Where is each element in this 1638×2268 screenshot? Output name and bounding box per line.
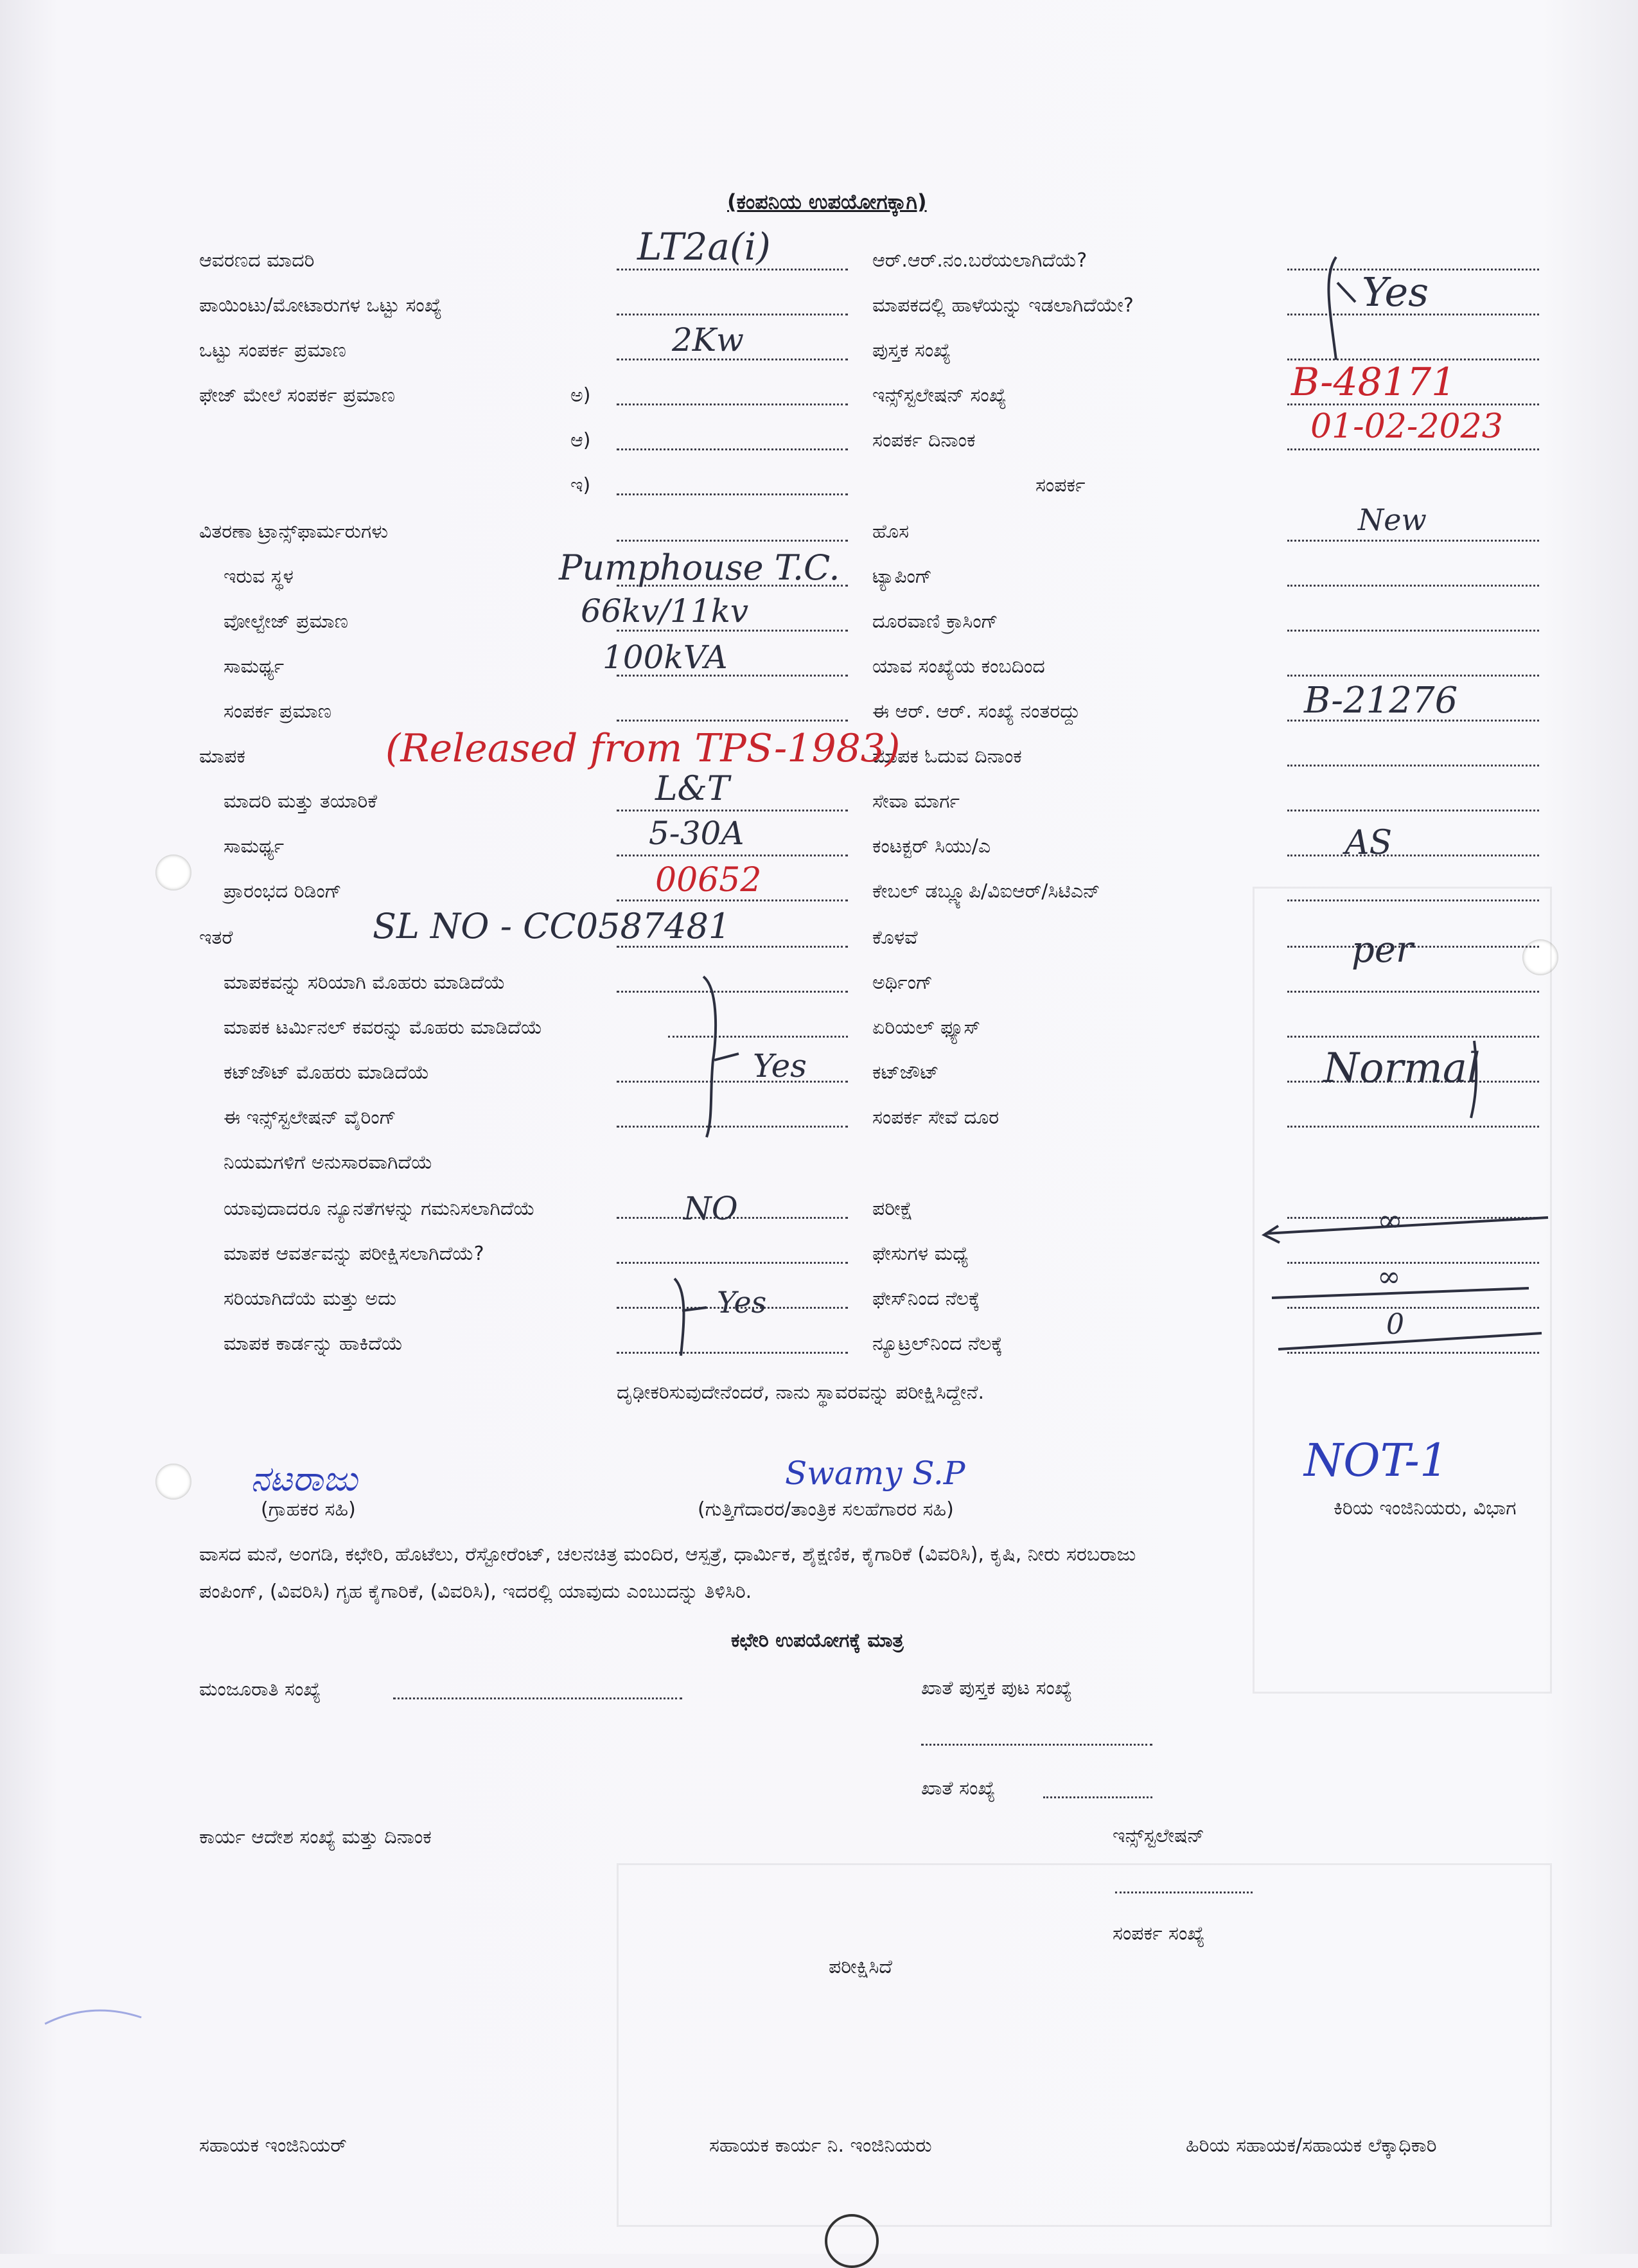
- label-premises-type: ಆವರಣದ ಮಾದರಿ: [199, 249, 315, 272]
- label-correct: ಸರಿಯಾಗಿದೆಯೆ ಮತ್ತು ಅದು: [224, 1288, 397, 1310]
- hw-others: SL NO - CC0587481: [373, 906, 731, 946]
- label-meter-rotation: ಮಾಪಕ ಆವರ್ತವನ್ನು ಪರೀಕ್ಷಿಸಲಾಗಿದೆಯೆ?: [224, 1243, 484, 1265]
- hw-card-yes: Yes: [717, 1285, 767, 1320]
- label-ledger-page: ಖಾತೆ ಪುಸ್ತಕ ಪುಟ ಸಂಖ್ಯೆ: [921, 1677, 1072, 1699]
- label-cable: ಕೇಬಲ್ ಡಬ್ಲ್ಯೂಪಿ/ವಿಐಆರ್/ಸಿಟಿಎನ್: [872, 880, 1100, 903]
- hw-defects-no: NO: [683, 1190, 738, 1227]
- fill-line: [393, 1697, 682, 1699]
- hw-released-note: (Released from TPS-1983): [385, 726, 901, 771]
- certification-text: ದೃಢೀಕರಿಸುವುದೇನೆಂದರೆ, ನಾನು ಸ್ಥಾವರವನ್ನು ಪರೀಕ್ಷಿಸಿದ್ದೇನೆ.: [617, 1381, 984, 1404]
- hw-reading-phases: ∞: [1377, 1203, 1403, 1239]
- label-assistant-exec-engineer: ಸಹಾಯಕ ಕಾರ್ಯ ನಿ. ಇಂಜಿನಿಯರು: [709, 2134, 932, 2157]
- label-transformers: ವಿತರಣಾ ಟ್ರಾನ್ಸ್‌ಫಾರ್ಮರುಗಳು: [199, 520, 389, 543]
- usage-text-line-2: ಪಂಪಿಂಗ್, (ವಿವರಿಸಿ) ಗೃಹ ಕೈಗಾರಿಕೆ, (ವಿವರಿಸಿ), ಇದರಲ್ಲಿ ಯಾವುದು ಎಂಬುದನ್ನು ತಿಳಿಸಿರಿ.: [199, 1581, 752, 1603]
- label-connection-date: ಸಂಪರ್ಕ ದಿನಾಂಕ: [872, 429, 976, 452]
- engineer-signature-caption: ಕಿರಿಯ ಇಂಜಿನಿಯರು, ವಿಭಾಗ: [1334, 1497, 1517, 1519]
- label-connection: ಸಂಪರ್ಕ: [1035, 474, 1086, 497]
- label-assistant-engineer: ಸಹಾಯಕ ಇಂಜಿನಿಯರ್: [199, 2134, 347, 2157]
- label-total-load: ಒಟ್ಟು ಸಂಪರ್ಕ ಪ್ರಮಾಣ: [199, 339, 346, 362]
- label-model-make: ಮಾದರಿ ಮತ್ತು ತಯಾರಿಕೆ: [224, 790, 378, 813]
- hw-rr-after: B-21276: [1304, 680, 1458, 722]
- label-between-phases: ಫೇಸುಗಳ ಮಧ್ಯೆ: [872, 1243, 969, 1265]
- label-defects: ಯಾವುದಾದರೂ ನ್ಯೂನತೆಗಳನ್ನು ಗಮನಿಸಲಾಗಿದೆಯೆ: [224, 1198, 535, 1220]
- label-conductor: ಕಂಟಕ್ಟರ್ ಸಿಯು/ಎ: [872, 835, 991, 858]
- hw-initial-reading: 00652: [655, 861, 762, 899]
- hw-reading-neutral-earth: 0: [1386, 1308, 1404, 1341]
- label-aerial-fuse: ಏರಿಯಲ್ ಫ್ಯೂಸ್: [872, 1016, 981, 1039]
- label-reading-date: ಮಾಪಕ ಓದುವ ದಿನಾಂಕ: [872, 745, 1022, 768]
- label-meter-sealed: ಮಾಪಕವನ್ನು ಸರಿಯಾಗಿ ಮೊಹರು ಮಾಡಿದೆಯೆ: [224, 971, 506, 994]
- hw-connection-date: 01-02-2023: [1310, 407, 1503, 446]
- fill-line: [1115, 1891, 1253, 1893]
- label-service-line: ಸೇವಾ ಮಾರ್ಗ: [872, 790, 960, 813]
- page-title: (ಕಂಪನಿಯ ಉಪಯೋಗಕ್ಕಾಗಿ): [727, 190, 927, 214]
- hw-per: per: [1352, 929, 1413, 971]
- label-meter-capacity: ಸಾಮರ್ಥ್ಯ: [224, 835, 285, 858]
- label-phase-c: ಇ): [570, 474, 591, 497]
- label-load-per-phase: ಫೇಜ್ ಮೇಲೆ ಸಂಪರ್ಕ ಪ್ರಮಾಣ: [199, 384, 395, 407]
- label-wiring: ಈ ಇನ್ಸ್‌ಸ್ಟಲೇಷನ್ ವೈರಿಂಗ್: [224, 1106, 396, 1129]
- label-service-distance: ಸಂಪರ್ಕ ಸೇವೆ ದೂರ: [872, 1106, 1000, 1129]
- label-earthing: ಅರ್ಥಿಂಗ್: [872, 971, 933, 994]
- hw-reading-phase-earth: ∞: [1377, 1261, 1401, 1293]
- label-others: ಇತರೆ: [199, 926, 233, 949]
- label-cutout: ಕಟ್‌ಜೌಟ್: [872, 1061, 939, 1084]
- label-neutral-earth: ನ್ಯೂಟ್ರಲ್‌ನಿಂದ ನೆಲಕ್ಕೆ: [872, 1333, 1003, 1355]
- label-accounts-officer: ಹಿರಿಯ ಸಹಾಯಕ/ಸಹಾಯಕ ಲೆಕ್ಕಾಧಿಕಾರಿ: [1186, 2134, 1437, 2157]
- label-tapping: ಟ್ಯಾಪಿಂಗ್: [872, 565, 932, 588]
- label-installation-no: ಇನ್ಸ್‌ಸ್ಟಲೇಷನ್ ಸಂಖ್ಯೆ: [872, 384, 1007, 407]
- label-sanction-no: ಮಂಜೂರಾತಿ ಸಂಖ್ಯೆ: [199, 1678, 321, 1701]
- label-installation: ಇನ್ಸ್‌ಸ್ಟಲೇಷನ್: [1113, 1825, 1204, 1847]
- label-work-order: ಕಾರ್ಯ ಆದೇಶ ಸಂಖ್ಯೆ ಮತ್ತು ದಿನಾಂಕ: [199, 1826, 432, 1848]
- label-cutout-sealed: ಕಟ್‌ಜೌಟ್ ಮೊಹರು ಮಾಡಿದೆಯೆ: [224, 1061, 430, 1084]
- label-conduit: ಕೊಳವೆ: [872, 926, 918, 949]
- hw-rr-written: Yes: [1362, 269, 1429, 315]
- label-total-points: ಪಾಯಿಂಟು/ಮೋಟಾರುಗಳ ಒಟ್ಟು ಸಂಖ್ಯೆ: [199, 294, 442, 317]
- hw-capacity: 100kVA: [603, 639, 728, 676]
- label-checked: ಪರೀಕ್ಷಿಸಿದೆ: [829, 1956, 892, 1978]
- label-pole-no: ಯಾವ ಸಂಖ್ಯೆಯ ಕಂಬದಿಂದ: [872, 655, 1045, 678]
- hw-seals-yes: Yes: [753, 1047, 807, 1085]
- hw-voltage: 66kv/11kv: [581, 592, 749, 630]
- label-rr-after: ಈ ಆರ್. ಆರ್. ಸಂಖ್ಯೆ ನಂತರದ್ದು: [872, 700, 1080, 723]
- hw-as: AS: [1345, 824, 1393, 862]
- office-use-heading: ಕಛೇರಿ ಉಪಯೋಗಕ್ಕೆ ಮಾತ್ರ: [731, 1629, 904, 1652]
- hw-installation-no: B-48171: [1291, 360, 1456, 405]
- consumer-signature: ನಟರಾಜು: [251, 1458, 358, 1499]
- engineer-signature-note: NOT-1: [1304, 1434, 1449, 1487]
- label-voltage: ವೋಲ್ಟೇಜ್ ಪ್ರಮಾಣ: [224, 610, 348, 633]
- contractor-signature-caption: (ಗುತ್ತಿಗೆದಾರರ/ತಾಂತ್ರಿಕ ಸಲಹೆಗಾರರ ಸಹಿ): [698, 1498, 954, 1521]
- label-meter-card: ಮಾಪಕ ಕಾರ್ಡನ್ನು ಹಾಕಿದೆಯೆ: [224, 1333, 403, 1355]
- label-terminal-sealed: ಮಾಪಕ ಟರ್ಮಿನಲ್ ಕವರನ್ನು ಮೊಹರು ಮಾಡಿದೆಯೆ: [224, 1016, 543, 1039]
- usage-text-line-1: ವಾಸದ ಮನೆ, ಅಂಗಡಿ, ಕಛೇರಿ, ಹೊಟೆಲು, ರೆಸ್ಟೋರೆಂಟ್, ಚಲನಚಿತ್ರ ಮಂದಿರ, ಆಸ್ಪತ್ರೆ, ಧಾರ್ಮಿಕ, ಶೈಕ್ಷಣಿಕ, ಕೈಗಾರಿಕೆ (ವಿವರಿಸಿ), ಕೃಷಿ, ನೀರು ಸರಬರಾಜು: [199, 1543, 1136, 1566]
- label-telephone-crossing: ದೂರವಾಣಿ ಕ್ರಾಸಿಂಗ್: [872, 610, 998, 633]
- fill-line: [921, 1744, 1152, 1746]
- label-location: ಇರುವ ಸ್ಥಳ: [224, 565, 294, 588]
- label-capacity: ಸಾಮರ್ಥ್ಯ: [224, 655, 285, 678]
- label-connected-load: ಸಂಪರ್ಕ ಪ್ರಮಾಣ: [224, 700, 331, 723]
- hw-total-load: 2Kw: [672, 321, 744, 359]
- label-phase-b: ಆ): [570, 429, 591, 452]
- label-test: ಪರೀಕ್ಷೆ: [872, 1198, 913, 1220]
- label-account-no: ಖಾತೆ ಸಂಖ್ಯೆ: [921, 1777, 996, 1800]
- label-phase-a: ಅ): [570, 384, 591, 407]
- hw-make: L&T: [655, 770, 730, 808]
- hw-meter-capacity: 5-30A: [649, 815, 744, 852]
- label-meter: ಮಾಪಕ: [199, 745, 245, 768]
- label-wiring-rules: ನಿಯಮಗಳಿಗೆ ಅನುಸಾರವಾಗಿದೆಯೆ: [224, 1151, 433, 1174]
- consumer-signature-caption: (ಗ್ರಾಹಕರ ಸಹಿ): [261, 1498, 356, 1521]
- fill-line: [1043, 1796, 1152, 1798]
- hw-premises-type: LT2a(i): [637, 225, 771, 269]
- hw-location: Pumphouse T.C.: [559, 547, 840, 588]
- label-initial-reading: ಪ್ರಾರಂಭದ ರಿಡಿಂಗ್: [224, 880, 342, 903]
- contractor-signature: Swamy S.P: [785, 1455, 965, 1492]
- label-rr-written: ಆರ್.ಆರ್.ನಂ.ಬರೆಯಲಾಗಿದೆಯೆ?: [872, 249, 1088, 272]
- label-sheet-kept: ಮಾಪಕದಲ್ಲಿ ಹಾಳೆಯನ್ನು ಇಡಲಾಗಿದೆಯೇ?: [872, 294, 1134, 317]
- label-book-no: ಪುಸ್ತಕ ಸಂಖ್ಯೆ: [872, 339, 951, 362]
- hw-new: New: [1358, 502, 1427, 537]
- label-new: ಹೊಸ: [872, 520, 910, 543]
- company-emblem-icon: [825, 2214, 879, 2268]
- label-phase-earth: ಫೇಸ್‌ನಿಂದ ನೆಲಕ್ಕೆ: [872, 1288, 980, 1310]
- hw-normal: Normal: [1323, 1045, 1481, 1092]
- label-connection-no: ಸಂಪರ್ಕ ಸಂಖ್ಯೆ: [1113, 1922, 1205, 1945]
